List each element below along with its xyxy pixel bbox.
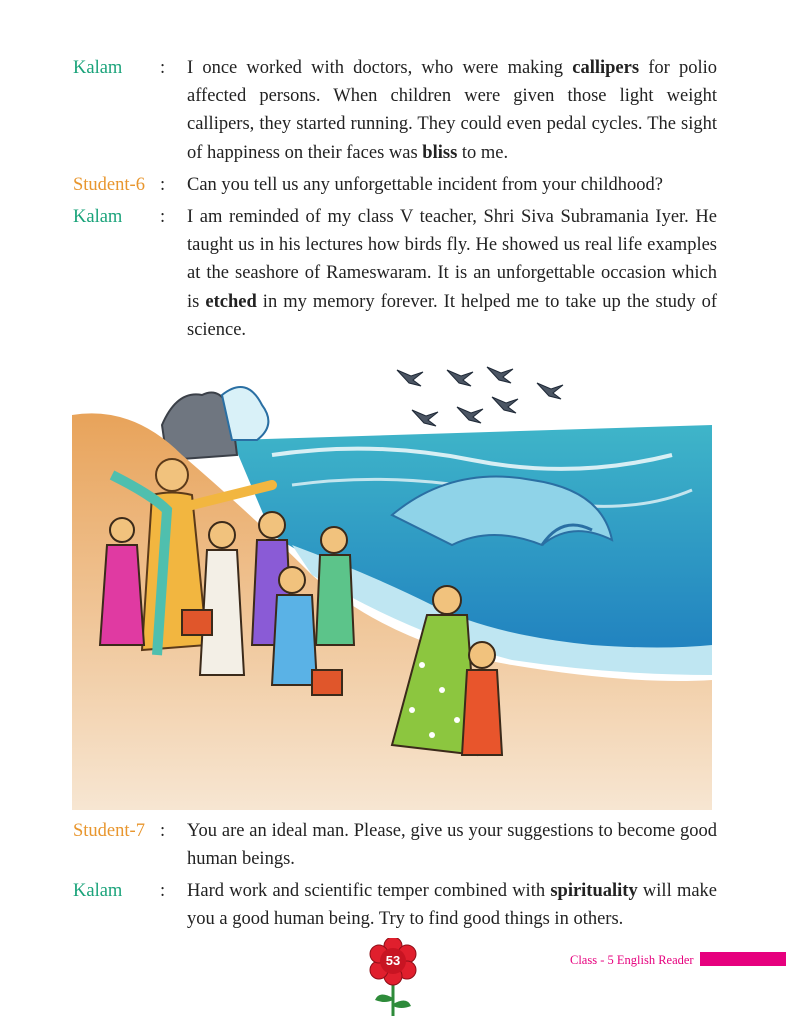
page-number: 53 <box>385 953 401 968</box>
speaker-name: Kalam <box>73 207 123 227</box>
text-segment: You are an ideal man. Please, give us your suggestions to become good human beings. <box>187 821 717 870</box>
speaker-colon: : <box>160 881 166 901</box>
bold-word: bliss <box>422 142 458 163</box>
dialogue-text <box>187 877 717 933</box>
footer-accent-bar <box>700 952 786 966</box>
flower-icon <box>367 938 419 1018</box>
text-segment: Hard work and scientific temper combined with <box>187 881 551 901</box>
speaker-colon: : <box>160 821 166 841</box>
text-segment: I once worked with doctors, who were making <box>187 58 573 78</box>
seashore-illustration <box>72 345 712 810</box>
speaker-name: Student-6 <box>73 175 145 195</box>
dialogue-text <box>187 54 717 167</box>
text-segment: in my memory forever. It helped me to take up the study of science. <box>187 291 717 340</box>
book-title: Class - 5 English Reader <box>570 953 694 967</box>
bold-word: etched <box>205 291 257 312</box>
dialogue-text <box>187 203 717 344</box>
text-segment: will make you a good human being. Try to find good things in others. <box>187 881 718 930</box>
dialogue-text <box>187 171 727 199</box>
speaker-colon: : <box>160 175 166 195</box>
bold-word: callipers <box>572 58 640 78</box>
speaker-name: Student-7 <box>73 821 145 841</box>
seashore-teacher-children-birds-illustration <box>72 345 712 810</box>
bold-word: spirituality <box>550 881 638 901</box>
text-segment: to me. <box>457 142 509 163</box>
text-segment: for polio affected persons. When children were given those light weight callipers, they started running. They could even pedal cycles. The sight of happiness on their faces was <box>187 58 717 163</box>
speaker-colon: : <box>160 207 166 227</box>
dialogue-text <box>187 817 717 873</box>
speaker-name: Kalam <box>73 58 123 78</box>
speaker-name: Kalam <box>73 881 123 901</box>
text-segment: I am reminded of my class V teacher, Shri Siva Subramania Iyer. He taught us in his lectures how birds fly. He showed us real life examples at the seashore of Rameswaram. It is an unforgettable occasion which is <box>187 207 717 312</box>
speaker-colon: : <box>160 58 166 78</box>
text-segment: Can you tell us any unforgettable incident from your childhood? <box>187 175 663 195</box>
